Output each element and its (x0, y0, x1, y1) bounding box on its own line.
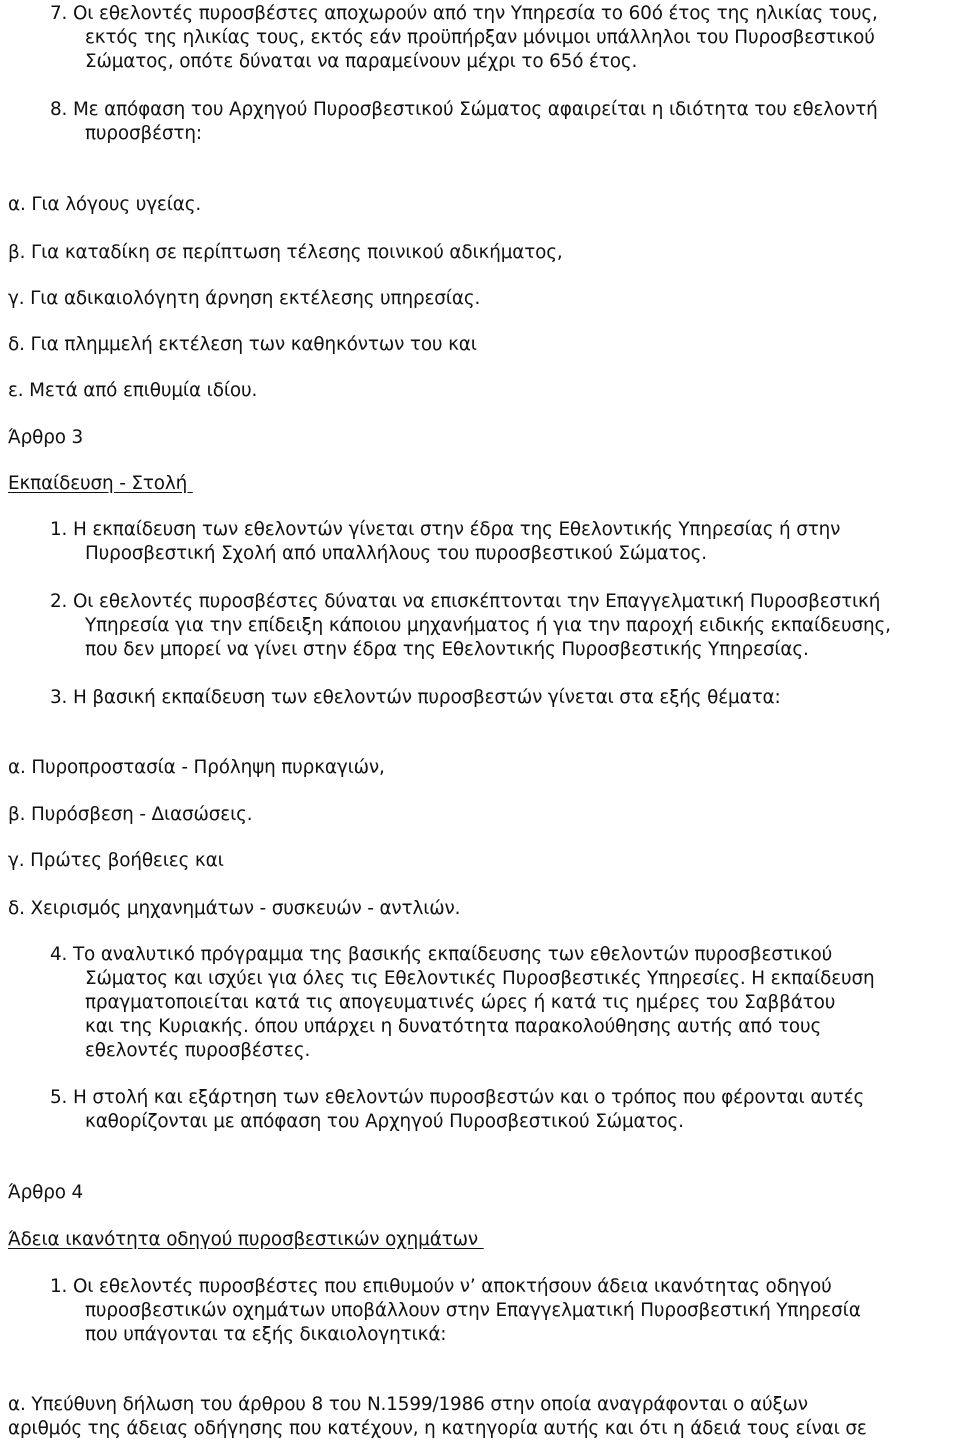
list-item-c: γ. Για αδικαιολόγητη άρνηση εκτέλεσης υπηρεσίας. (8, 288, 481, 309)
article-3-paragraph-4-line-2: Σώματος και ισχύει για όλες τις Εθελοντικές Πυροσβεστικές Υπηρεσίες. Η εκπαίδευση (85, 968, 875, 989)
article-4-title: Άδεια ικανότητα οδηγού πυροσβεστικών οχημάτων (8, 1229, 484, 1250)
list-item-e: ε. Μετά από επιθυμία ιδίου. (8, 380, 258, 401)
article-3-paragraph-2-line-2: Υπηρεσία για την επίδειξη κάποιου μηχανήματος ή για την παροχή ειδικής εκπαίδευσης, (85, 615, 891, 636)
paragraph-7-line-1: 7. Οι εθελοντές πυροσβέστες αποχωρούν από την Υπηρεσία το 60ό έτος της ηλικίας τους, (50, 3, 878, 24)
article-4-item-a-line-1: α. Υπεύθυνη δήλωση του άρθρου 8 του Ν.1599/1986 στην οποία αναγράφονται ο αύξων (8, 1394, 808, 1415)
article-3-heading: Άρθρο 3 (8, 427, 84, 448)
list-item-b: β. Για καταδίκη σε περίπτωση τέλεσης ποινικού αδικήματος, (8, 242, 563, 263)
article-3-paragraph-4-line-1: 4. Το αναλυτικό πρόγραμμα της βασικής εκπαίδευσης των εθελοντών πυροσβεστικού (50, 944, 833, 965)
article-4-paragraph-1-line-2: πυροσβεστικών οχημάτων υποβάλλουν στην Επαγγελματική Πυροσβεστική Υπηρεσία (85, 1300, 861, 1321)
paragraph-8-line-2: πυροσβέστη: (85, 123, 202, 144)
article-4-paragraph-1-line-3: που υπάγονται τα εξής δικαιολογητικά: (85, 1324, 447, 1345)
paragraph-8-line-1: 8. Με απόφαση του Αρχηγού Πυροσβεστικού Σώματος αφαιρείται η ιδιότητα του εθελοντή (50, 99, 878, 120)
article-3-paragraph-2-line-3: που δεν μπορεί να γίνει στην έδρα της Εθελοντικής Πυροσβεστικής Υπηρεσίας. (85, 639, 809, 660)
article-3-paragraph-5-line-1: 5. Η στολή και εξάρτηση των εθελοντών πυροσβεστών και ο τρόπος που φέρονται αυτές (50, 1087, 865, 1108)
paragraph-7-line-2: εκτός της ηλικίας τους, εκτός εάν προϋπήρξαν μόνιμοι υπάλληλοι του Πυροσβεστικού (85, 27, 875, 48)
topic-item-c: γ. Πρώτες βοήθειες και (8, 850, 224, 871)
article-3-paragraph-5-line-2: καθορίζονται με απόφαση του Αρχηγού Πυροσβεστικού Σώματος. (85, 1111, 684, 1132)
article-3-paragraph-2-line-1: 2. Οι εθελοντές πυροσβέστες δύναται να επισκέπτονται την Επαγγελματική Πυροσβεστική (50, 591, 881, 612)
article-3-paragraph-4-line-5: εθελοντές πυροσβέστες. (85, 1040, 311, 1061)
topic-item-d: δ. Χειρισμός μηχανημάτων - συσκευών - αντλιών. (8, 898, 461, 919)
topic-item-b: β. Πυρόσβεση - Διασώσεις. (8, 804, 253, 825)
paragraph-7-line-3: Σώματος, οπότε δύναται να παραμείνουν μέχρι το 65ό έτος. (85, 51, 638, 72)
article-3-paragraph-3: 3. Η βασική εκπαίδευση των εθελοντών πυροσβεστών γίνεται στα εξής θέματα: (50, 687, 781, 708)
article-4-item-a-line-2: αριθμός της άδειας οδήγησης που κατέχουν, η κατηγορία αυτής και ότι η άδειά τους είναι σε (8, 1418, 867, 1439)
article-4-paragraph-1-line-1: 1. Οι εθελοντές πυροσβέστες που επιθυμούν ν’ αποκτήσουν άδεια ικανότητας οδηγού (50, 1276, 832, 1297)
list-item-a: α. Για λόγους υγείας. (8, 194, 202, 215)
article-3-paragraph-4-line-4: και της Κυριακής. όπου υπάρχει η δυνατότητα παρακολούθησης αυτής από τους (85, 1016, 822, 1037)
list-item-d: δ. Για πλημμελή εκτέλεση των καθηκόντων του και (8, 334, 477, 355)
article-3-paragraph-4-line-3: πραγματοποιείται κατά τις απογευματινές ώρες ή κατά τις ημέρες του Σαββάτου (85, 992, 836, 1013)
topic-item-a: α. Πυροπροστασία - Πρόληψη πυρκαγιών, (8, 757, 385, 778)
article-3-paragraph-1-line-2: Πυροσβεστική Σχολή από υπαλλήλους του πυροσβεστικού Σώματος. (85, 543, 707, 564)
article-3-title: Εκπαίδευση - Στολή (8, 473, 193, 494)
article-3-paragraph-1-line-1: 1. Η εκπαίδευση των εθελοντών γίνεται στην έδρα της Εθελοντικής Υπηρεσίας ή στην (50, 519, 841, 540)
article-4-heading: Άρθρο 4 (8, 1182, 84, 1203)
